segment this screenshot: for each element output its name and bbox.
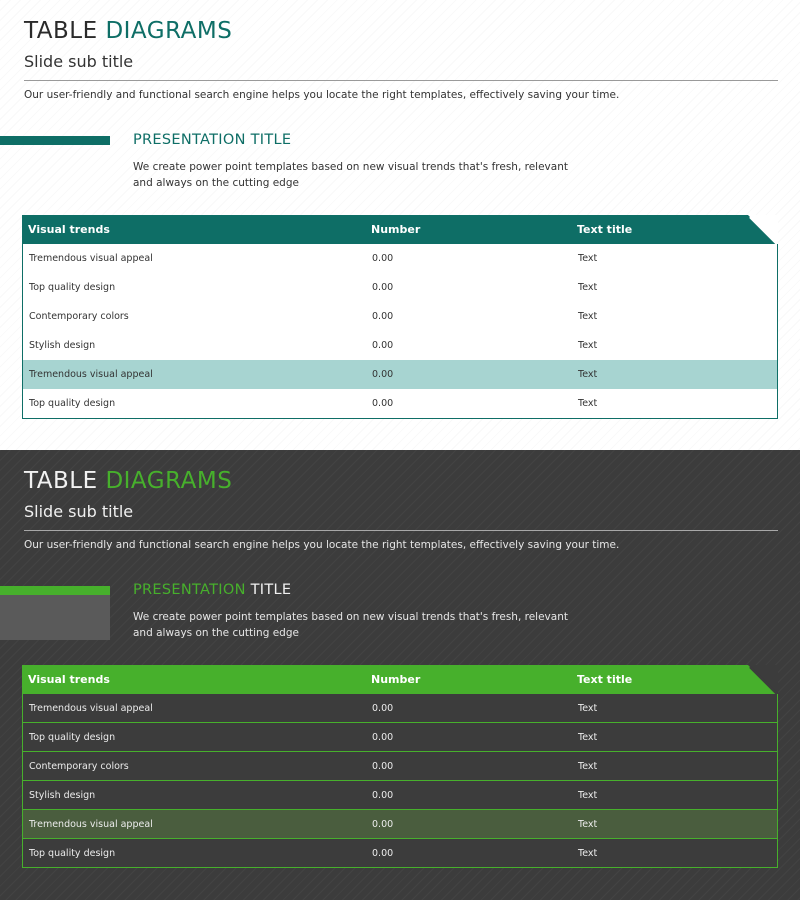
cell-text: Text — [578, 369, 598, 380]
cell-number: 0.00 — [372, 369, 394, 380]
cell-visual-trend: Tremendous visual appeal — [29, 253, 153, 264]
title-word-2: DIAGRAMS — [105, 468, 233, 494]
table-header — [22, 665, 778, 694]
data-table — [22, 215, 778, 419]
title-divider — [24, 80, 778, 81]
presentation-description: We create power point templates based on new visual trends that's fresh, relevant and always on the cutting edge — [133, 611, 568, 639]
table-row — [22, 781, 778, 810]
slide-description: Our user-friendly and functional search engine helps you locate the right templates, effectively saving your time. — [24, 539, 620, 551]
table-row — [22, 752, 778, 781]
cell-text: Text — [578, 848, 598, 859]
presentation-title-word-2: TITLE — [250, 582, 292, 598]
title-word-2: DIAGRAMS — [105, 18, 233, 44]
cell-text: Text — [578, 311, 598, 322]
table-row — [22, 694, 778, 723]
cell-visual-trend: Stylish design — [29, 790, 96, 801]
slide-title — [24, 468, 232, 494]
corner-fold-line — [748, 215, 778, 244]
data-table — [22, 665, 778, 868]
presentation-title-word-1: PRESENTATION — [133, 582, 246, 598]
table-row — [22, 723, 778, 752]
cell-visual-trend: Top quality design — [29, 848, 116, 859]
cell-number: 0.00 — [372, 253, 394, 264]
column-header-number: Number — [371, 673, 421, 686]
table-row — [23, 244, 777, 273]
column-header-text-title: Text title — [577, 673, 633, 686]
cell-text: Text — [578, 282, 598, 293]
cell-visual-trend: Top quality design — [29, 732, 116, 743]
cell-visual-trend: Tremendous visual appeal — [29, 703, 153, 714]
cell-text: Text — [578, 761, 598, 772]
cell-visual-trend: Top quality design — [29, 398, 116, 409]
accent-bar — [0, 586, 110, 595]
slide-description: Our user-friendly and functional search engine helps you locate the right templates, effectively saving your time. — [24, 89, 620, 101]
cell-number: 0.00 — [372, 761, 394, 772]
slide-dark — [0, 450, 800, 900]
title-word-1: TABLE — [24, 468, 98, 494]
cell-number: 0.00 — [372, 398, 394, 409]
presentation-title-word-1: PRESENTATION — [133, 132, 246, 148]
cell-text: Text — [578, 703, 598, 714]
cell-text: Text — [578, 819, 598, 830]
slide-subtitle: Slide sub title — [24, 502, 134, 521]
table-row — [23, 389, 777, 418]
cell-visual-trend: Contemporary colors — [29, 311, 129, 322]
cell-text: Text — [578, 253, 598, 264]
table-row — [23, 331, 777, 360]
cell-number: 0.00 — [372, 732, 394, 743]
table-row-highlighted — [23, 360, 777, 389]
cell-visual-trend: Tremendous visual appeal — [29, 369, 153, 380]
title-divider — [24, 530, 778, 531]
column-header-number: Number — [371, 223, 421, 236]
cell-visual-trend: Contemporary colors — [29, 761, 129, 772]
column-header-text-title: Text title — [577, 223, 633, 236]
accent-block — [0, 595, 110, 640]
table-row-highlighted — [22, 810, 778, 839]
cell-number: 0.00 — [372, 340, 394, 351]
table-row — [22, 839, 778, 868]
cell-text: Text — [578, 732, 598, 743]
corner-fold-line — [748, 665, 778, 694]
cell-visual-trend: Top quality design — [29, 282, 116, 293]
cell-visual-trend: Tremendous visual appeal — [29, 819, 153, 830]
cell-text: Text — [578, 340, 598, 351]
table-body — [22, 244, 778, 419]
cell-number: 0.00 — [372, 703, 394, 714]
table-row — [23, 273, 777, 302]
presentation-title — [133, 582, 291, 598]
cell-number: 0.00 — [372, 848, 394, 859]
cell-text: Text — [578, 790, 598, 801]
cell-number: 0.00 — [372, 819, 394, 830]
column-header-visual-trends: Visual trends — [28, 673, 110, 686]
title-word-1: TABLE — [24, 18, 98, 44]
cell-number: 0.00 — [372, 311, 394, 322]
cell-text: Text — [578, 398, 598, 409]
cell-visual-trend: Stylish design — [29, 340, 96, 351]
table-row — [23, 302, 777, 331]
slide-subtitle: Slide sub title — [24, 52, 134, 71]
table-body — [22, 694, 778, 868]
cell-number: 0.00 — [372, 282, 394, 293]
presentation-description: We create power point templates based on new visual trends that's fresh, relevant and always on the cutting edge — [133, 161, 568, 189]
slide-title — [24, 18, 232, 44]
presentation-title-word-2: TITLE — [250, 132, 292, 148]
accent-bar — [0, 136, 110, 145]
table-header — [22, 215, 778, 244]
cell-number: 0.00 — [372, 790, 394, 801]
presentation-title — [133, 132, 291, 148]
column-header-visual-trends: Visual trends — [28, 223, 110, 236]
